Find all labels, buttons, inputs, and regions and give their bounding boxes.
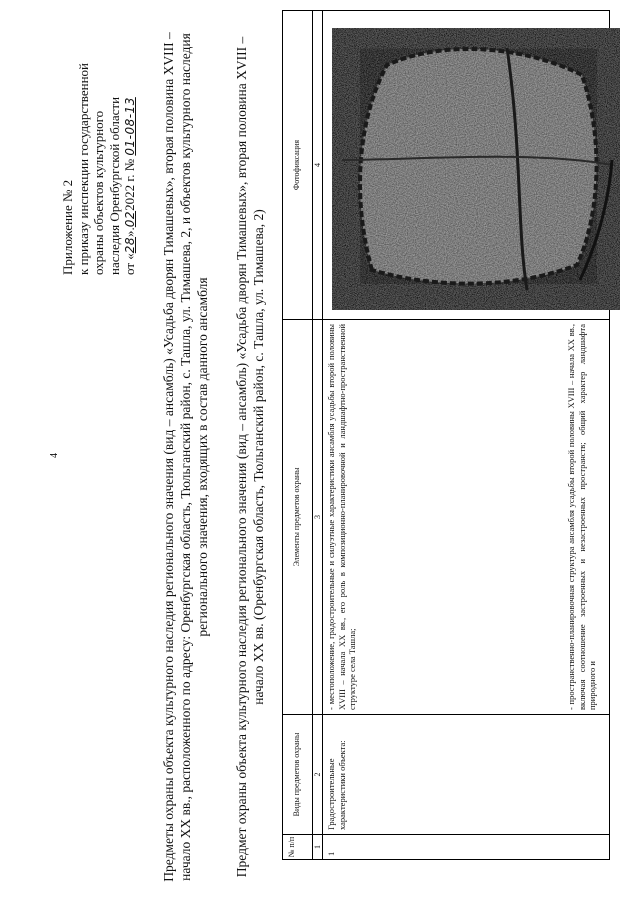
handwritten-order-number: 01-08-13: [123, 97, 137, 156]
table-border-top: [282, 10, 283, 860]
appendix-title: Приложение № 2: [60, 179, 75, 275]
column-divider-1: [282, 834, 610, 835]
header-elements: Элементы предметов охраны: [292, 467, 301, 567]
protection-kind-cell: Градостроительные характеристики объекта:: [326, 740, 347, 830]
page-number: 4: [49, 453, 60, 458]
date-prefix: от «: [122, 253, 137, 275]
aerial-photo: [332, 28, 620, 310]
table-number-divider: [322, 10, 323, 860]
element-cell-1: - местоположение, градостроительные и силуэтные характеристики ансамбля усадьбы второй половины XVIII – начала XX вв., его роль в композиционно-планировочной и ландшафтно-пространственной структуре села Ташла;: [326, 324, 357, 710]
table-border-right: [282, 10, 610, 11]
header-number: № п/п: [287, 836, 296, 858]
header-photo: Фотофиксация: [292, 139, 301, 191]
handwritten-day: 28: [123, 236, 137, 254]
handwritten-month: 02: [123, 210, 137, 228]
date-separator: ».: [122, 227, 137, 237]
colnum-3: 3: [313, 515, 322, 519]
header-kinds: Виды предметов охраны: [292, 732, 301, 817]
row-number: 1: [326, 851, 336, 856]
colnum-1: 1: [313, 845, 322, 849]
column-divider-3: [282, 319, 610, 320]
element-cell-2: - пространственно-планировочная структура ансамбля усадьбы второй половины XVIII – начала XX вв., включая соотношение застроенных и незастроенных пространств; общий характер ландшафта природного и: [566, 324, 597, 710]
colnum-4: 4: [313, 163, 322, 167]
appendix-header: [60, 5, 139, 275]
document-title: Предметы охраны объекта культурного наследия регионального значения (вид – ансамбль) «Усадьба дворян Тимашевых», вторая половина XVIII – начало XX вв., расположенного по адресу: Оренбургская область, Тюльганский район, с. Ташла, ул. Тимашева, 2, и объектов культурного наследия регионального значения, входящих в состав данного ансамбля: [161, 32, 210, 882]
date-year: 2022 г. №: [122, 158, 137, 211]
appendix-date-line: [122, 5, 139, 275]
column-divider-2: [282, 714, 610, 715]
protection-table: [282, 10, 610, 860]
protection-subject-title: Предмет охраны объекта культурного наследия регионального значения (вид – ансамбль) «Усадьба дворян Тимашевых», вторая половина XVIII – начало XX вв. (Оренбургская область, Тюльганский район, с. Ташла, ул. Тимашева, 2): [234, 36, 266, 878]
colnum-2: 2: [313, 772, 322, 777]
appendix-authority-line: охраны объектов культурного: [91, 110, 106, 275]
appendix-region-line: наследия Оренбургской области: [106, 96, 122, 275]
appendix-order-line: к приказу инспекции государственной: [75, 63, 91, 275]
table-border-left: [282, 859, 610, 860]
